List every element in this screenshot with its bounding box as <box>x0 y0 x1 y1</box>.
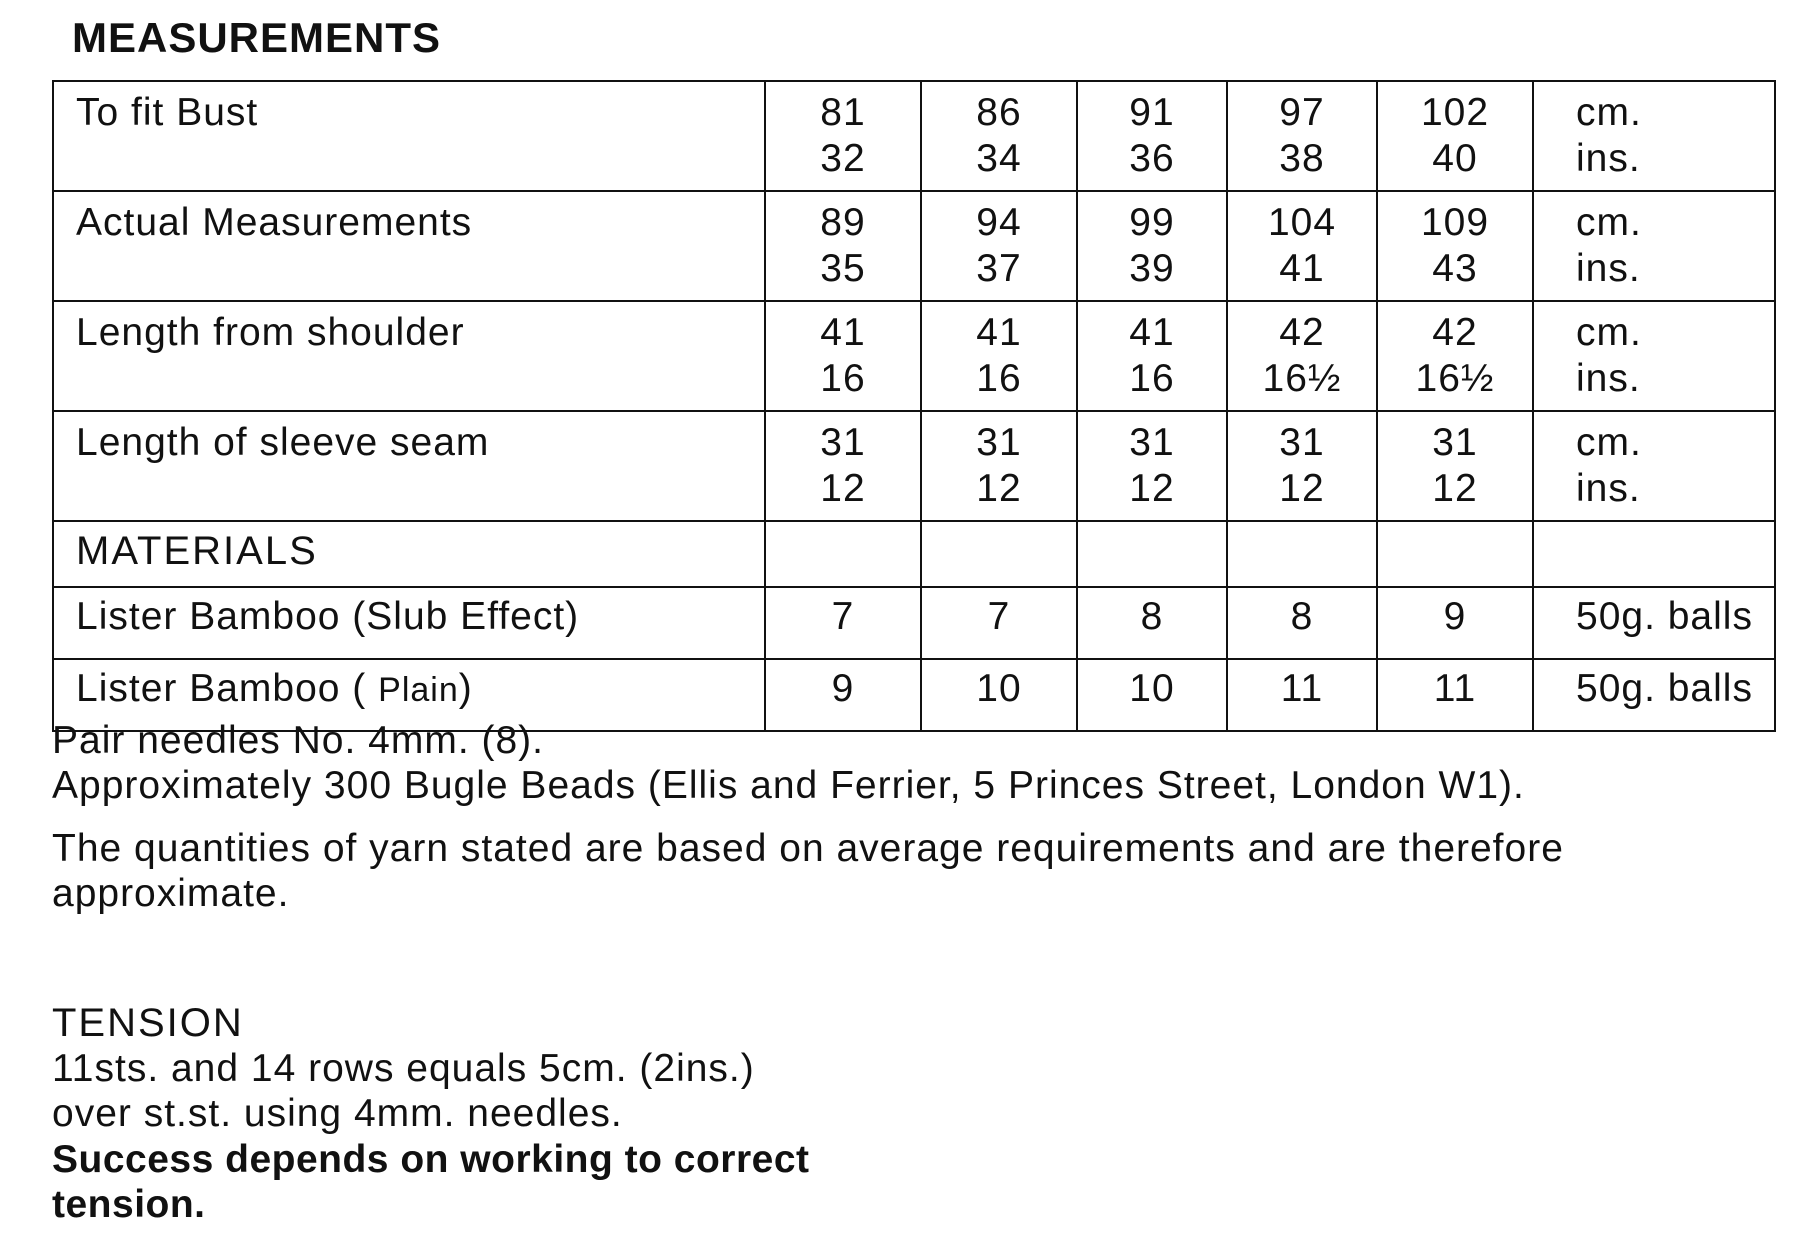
cm-value: 31 <box>976 421 1022 464</box>
size-cell <box>1227 81 1377 191</box>
cm-value: 42 <box>1432 311 1478 354</box>
unit-ins: ins. <box>1576 137 1641 180</box>
ins-value: 35 <box>820 247 866 290</box>
cm-value: 91 <box>1129 91 1175 134</box>
ins-value: 38 <box>1279 137 1325 180</box>
tension-line2: over st.st. using 4mm. needles. <box>52 1092 623 1135</box>
material-label-suffix: Plain <box>378 671 459 709</box>
tension-warning-line2: tension. <box>52 1183 206 1226</box>
unit-cm: cm. <box>1576 201 1642 244</box>
cm-value: 31 <box>1279 421 1325 464</box>
ins-value: 16 <box>820 357 866 400</box>
ball-count: 10 <box>1077 659 1227 731</box>
cm-value: 97 <box>1279 91 1325 134</box>
ins-value: 12 <box>976 467 1022 510</box>
empty-cell <box>765 521 921 587</box>
ball-count: 7 <box>921 587 1077 659</box>
size-cell <box>1227 191 1377 301</box>
row-label: Length of sleeve seam <box>53 411 765 521</box>
cm-value: 109 <box>1420 201 1490 244</box>
ball-count: 11 <box>1377 659 1533 731</box>
cm-value: 104 <box>1267 201 1337 244</box>
ins-value: 12 <box>820 467 866 510</box>
measurements-table <box>52 80 1776 732</box>
measurements-heading: MEASUREMENTS <box>72 14 442 61</box>
row-label: Length from shoulder <box>53 301 765 411</box>
material-label-main: Lister Bamboo ( <box>76 667 367 710</box>
empty-cell <box>1377 521 1533 587</box>
size-cell <box>765 191 921 301</box>
empty-cell <box>921 521 1077 587</box>
ins-value: 40 <box>1432 137 1478 180</box>
size-cell <box>921 301 1077 411</box>
size-cell <box>765 301 921 411</box>
unit-ins: ins. <box>1576 247 1641 290</box>
unit-cell <box>1533 411 1775 521</box>
cm-value: 41 <box>976 311 1022 354</box>
material-label: Lister Bamboo (Slub Effect) <box>53 587 765 659</box>
ball-count: 10 <box>921 659 1077 731</box>
unit-ins: ins. <box>1576 467 1641 510</box>
ball-count: 7 <box>765 587 921 659</box>
materials-heading-row <box>53 521 1775 587</box>
table-row <box>53 587 1775 659</box>
cm-value: 41 <box>820 311 866 354</box>
ball-count: 8 <box>1077 587 1227 659</box>
materials-title: MATERIALS <box>76 529 318 573</box>
size-cell <box>1077 191 1227 301</box>
yarn-note-line2: approximate. <box>52 872 290 915</box>
cm-value: 81 <box>820 91 866 134</box>
empty-cell <box>1227 521 1377 587</box>
cm-value: 89 <box>820 201 866 244</box>
empty-cell <box>1077 521 1227 587</box>
material-label-end: ) <box>458 667 473 710</box>
ins-value: 34 <box>976 137 1022 180</box>
cm-value: 31 <box>1129 421 1175 464</box>
cm-value: 94 <box>976 201 1022 244</box>
ins-value: 16 <box>1129 357 1175 400</box>
size-cell <box>1077 81 1227 191</box>
unit-cell <box>1533 301 1775 411</box>
empty-cell <box>1533 521 1775 587</box>
cm-value: 86 <box>976 91 1022 134</box>
cm-value: 102 <box>1420 91 1490 134</box>
cm-value: 42 <box>1279 311 1325 354</box>
unit-cm: cm. <box>1576 91 1642 134</box>
size-cell <box>921 411 1077 521</box>
ins-value: 16 <box>976 357 1022 400</box>
material-unit: 50g. balls <box>1533 587 1775 659</box>
ins-value: 32 <box>820 137 866 180</box>
ball-count: 9 <box>1377 587 1533 659</box>
ins-value: 36 <box>1129 137 1175 180</box>
table-row <box>53 301 1775 411</box>
size-cell <box>1227 301 1377 411</box>
table-row <box>53 81 1775 191</box>
size-cell <box>1227 411 1377 521</box>
tension-warning-line1: Success depends on working to correct <box>52 1138 810 1181</box>
row-label: Actual Measurements <box>53 191 765 301</box>
size-cell <box>921 191 1077 301</box>
unit-cm: cm. <box>1576 421 1642 464</box>
material-unit: 50g. balls <box>1533 659 1775 731</box>
beads-text: Approximately 300 Bugle Beads (Ellis and Ferrier, 5 Princes Street, London W1). <box>52 764 1525 807</box>
ins-value: 16½ <box>1415 357 1495 400</box>
unit-ins: ins. <box>1576 357 1641 400</box>
size-cell <box>765 411 921 521</box>
yarn-note-line1: The quantities of yarn stated are based on average requirements and are therefore <box>52 827 1564 870</box>
row-label: To fit Bust <box>53 81 765 191</box>
unit-cell <box>1533 81 1775 191</box>
cm-value: 31 <box>1432 421 1478 464</box>
ball-count: 8 <box>1227 587 1377 659</box>
size-cell <box>1077 301 1227 411</box>
size-cell <box>1377 411 1533 521</box>
cm-value: 31 <box>820 421 866 464</box>
ins-value: 16½ <box>1262 357 1342 400</box>
needles-text: Pair needles No. 4mm. (8). <box>52 719 545 762</box>
materials-heading <box>53 521 765 587</box>
ins-value: 41 <box>1279 247 1325 290</box>
size-cell <box>921 81 1077 191</box>
ball-count: 11 <box>1227 659 1377 731</box>
size-cell <box>765 81 921 191</box>
tension-heading: TENSION <box>52 1001 244 1045</box>
size-cell <box>1377 81 1533 191</box>
table-row <box>53 411 1775 521</box>
ins-value: 12 <box>1432 467 1478 510</box>
size-cell <box>1077 411 1227 521</box>
cm-value: 41 <box>1129 311 1175 354</box>
cm-value: 99 <box>1129 201 1175 244</box>
table-row <box>53 191 1775 301</box>
ins-value: 43 <box>1432 247 1478 290</box>
unit-cm: cm. <box>1576 311 1642 354</box>
unit-cell <box>1533 191 1775 301</box>
size-cell <box>1377 191 1533 301</box>
tension-line1: 11sts. and 14 rows equals 5cm. (2ins.) <box>52 1047 755 1090</box>
size-cell <box>1377 301 1533 411</box>
ins-value: 12 <box>1279 467 1325 510</box>
ins-value: 12 <box>1129 467 1175 510</box>
ball-count: 9 <box>765 659 921 731</box>
ins-value: 37 <box>976 247 1022 290</box>
ins-value: 39 <box>1129 247 1175 290</box>
